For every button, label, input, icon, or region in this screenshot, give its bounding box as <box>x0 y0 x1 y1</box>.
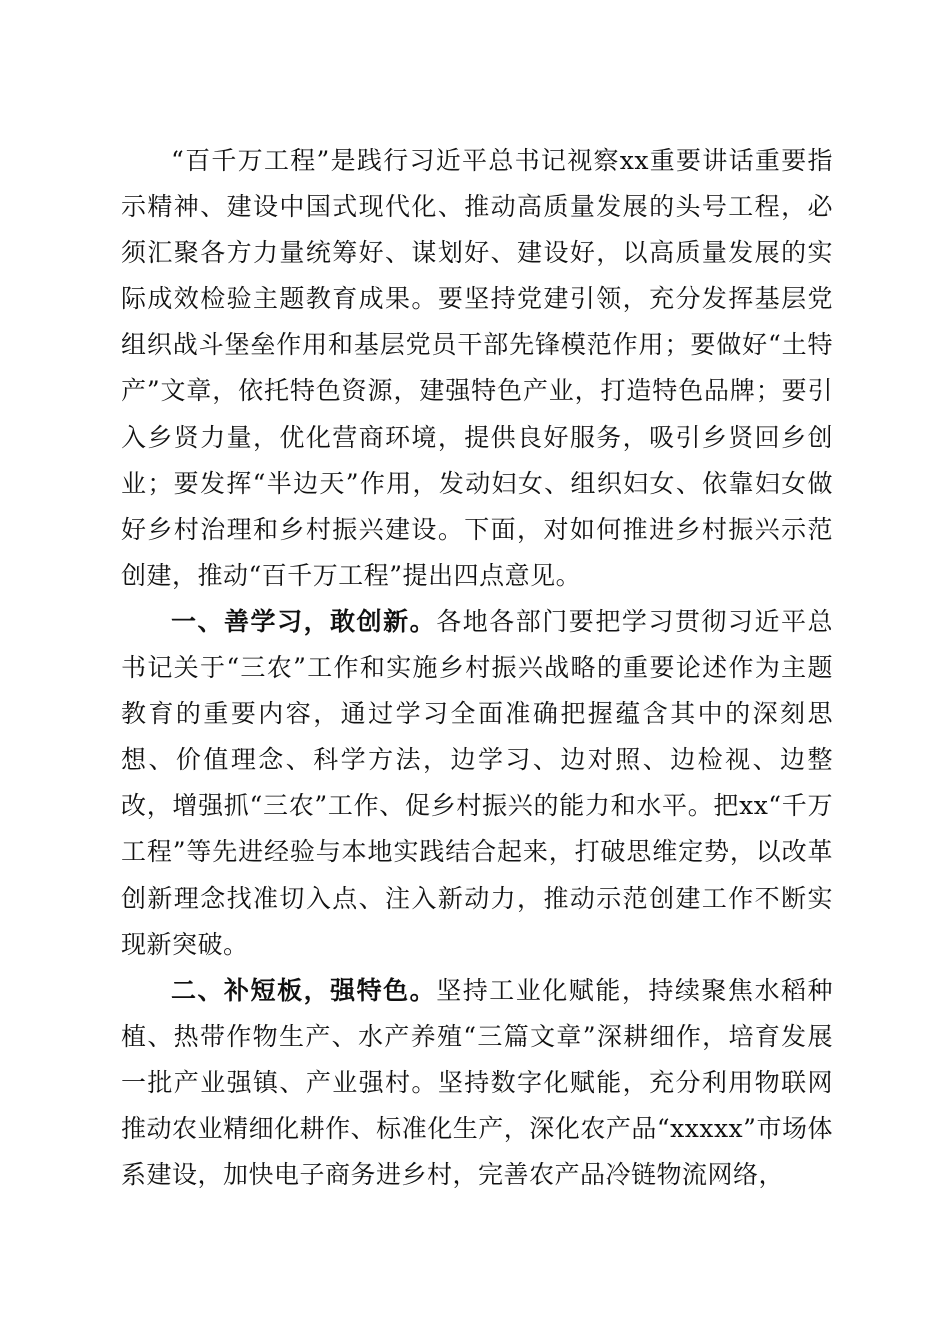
paragraph-intro <box>121 138 833 599</box>
paragraph-section-one <box>121 599 833 968</box>
section-two-heading: 二、补短板，强特色。 <box>171 975 437 1005</box>
section-two-text: 坚持工业化赋能，持续聚焦水稻种植、热带作物生产、水产养殖“三篇文章”深耕细作，培育发展一批产业强镇、产业强村。坚持数字化赋能，充分利用物联网推动农业精细化耕作、标准化生产，深化农产品“xxxxx”市场体系建设，加快电子商务进乡村，完善农产品冷链物流网络， <box>121 975 833 1190</box>
paragraph-intro-text: “百千万工程”是践行习近平总书记视察xx重要讲话重要指示精神、建设中国式现代化、推动高质量发展的头号工程，必须汇聚各方力量统筹好、谋划好、建设好，以高质量发展的实际成效检验主题教育成果。要坚持党建引领，充分发挥基层党组织战斗堡垒作用和基层党员干部先锋模范作用；要做好“土特产”文章，依托特色资源，建强特色产业，打造特色品牌；要引入乡贤力量，优化营商环境，提供良好服务，吸引乡贤回乡创业；要发挥“半边天”作用，发动妇女、组织妇女、依靠妇女做好乡村治理和乡村振兴建设。下面，对如何推进乡村振兴示范创建，推动“百千万工程”提出四点意见。 <box>121 146 833 590</box>
section-one-heading: 一、善学习，敢创新。 <box>171 606 437 636</box>
paragraph-section-two <box>121 968 833 1198</box>
section-one-text: 各地各部门要把学习贯彻习近平总书记关于“三农”工作和实施乡村振兴战略的重要论述作为主题教育的重要内容，通过学习全面准确把握蕴含其中的深刻思想、价值理念、科学方法，边学习、边对照、边检视、边整改，增强抓“三农”工作、促乡村振兴的能力和水平。把xx“千万工程”等先进经验与本地实践结合起来，打破思维定势，以改革创新理念找准切入点、注入新动力，推动示范创建工作不断实现新突破。 <box>121 606 833 959</box>
document-body <box>121 138 833 1198</box>
